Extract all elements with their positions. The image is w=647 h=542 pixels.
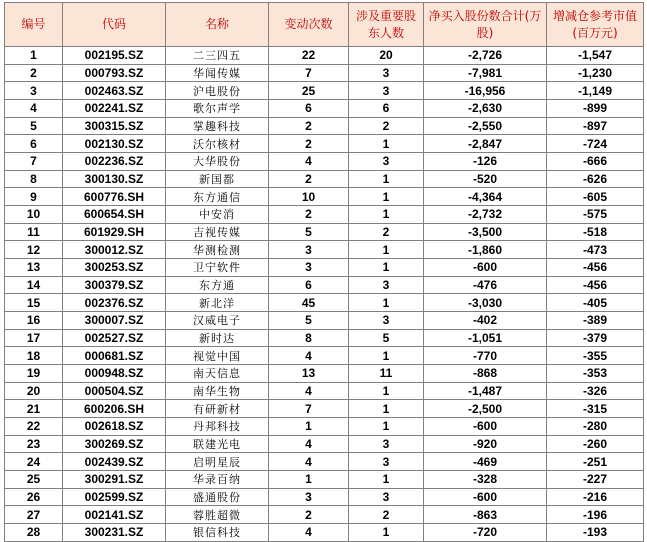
cell-net-buy-shares: -2,732 bbox=[424, 206, 547, 224]
cell-index: 22 bbox=[5, 418, 63, 436]
cell-shareholder-count: 1 bbox=[349, 418, 424, 436]
cell-index: 28 bbox=[5, 524, 63, 542]
cell-index: 26 bbox=[5, 488, 63, 506]
cell-change-count: 7 bbox=[269, 400, 349, 418]
cell-net-buy-shares: -720 bbox=[424, 524, 547, 542]
cell-change-count: 6 bbox=[269, 100, 349, 118]
cell-shareholder-count: 6 bbox=[349, 100, 424, 118]
cell-index: 10 bbox=[5, 206, 63, 224]
cell-shareholder-count: 1 bbox=[349, 188, 424, 206]
cell-market-value: -456 bbox=[547, 259, 644, 277]
cell-market-value: -518 bbox=[547, 223, 644, 241]
cell-index: 23 bbox=[5, 435, 63, 453]
table-row bbox=[5, 488, 644, 506]
table-row bbox=[5, 100, 644, 118]
table-row bbox=[5, 382, 644, 400]
cell-name: 东方通 bbox=[166, 276, 269, 294]
cell-net-buy-shares: -402 bbox=[424, 312, 547, 330]
cell-shareholder-count: 1 bbox=[349, 347, 424, 365]
table-row bbox=[5, 276, 644, 294]
cell-market-value: -724 bbox=[547, 135, 644, 153]
table-row bbox=[5, 241, 644, 259]
cell-change-count: 2 bbox=[269, 206, 349, 224]
cell-net-buy-shares: -1,051 bbox=[424, 329, 547, 347]
cell-index: 24 bbox=[5, 453, 63, 471]
cell-index: 1 bbox=[5, 47, 63, 65]
table-row bbox=[5, 347, 644, 365]
table-row bbox=[5, 453, 644, 471]
cell-market-value: -260 bbox=[547, 435, 644, 453]
table-row bbox=[5, 64, 644, 82]
table-row bbox=[5, 170, 644, 188]
cell-market-value: -405 bbox=[547, 294, 644, 312]
cell-market-value: -379 bbox=[547, 329, 644, 347]
cell-change-count: 25 bbox=[269, 82, 349, 100]
cell-index: 7 bbox=[5, 153, 63, 171]
table-row bbox=[5, 117, 644, 135]
cell-index: 21 bbox=[5, 400, 63, 418]
cell-market-value: -605 bbox=[547, 188, 644, 206]
cell-net-buy-shares: -520 bbox=[424, 170, 547, 188]
cell-change-count: 6 bbox=[269, 276, 349, 294]
table-row bbox=[5, 418, 644, 436]
cell-net-buy-shares: -2,630 bbox=[424, 100, 547, 118]
cell-name: 华测检测 bbox=[166, 241, 269, 259]
cell-index: 19 bbox=[5, 365, 63, 383]
cell-shareholder-count: 3 bbox=[349, 312, 424, 330]
cell-net-buy-shares: -126 bbox=[424, 153, 547, 171]
table-row bbox=[5, 312, 644, 330]
cell-name: 中安消 bbox=[166, 206, 269, 224]
table-row bbox=[5, 47, 644, 65]
cell-shareholder-count: 1 bbox=[349, 294, 424, 312]
cell-market-value: -196 bbox=[547, 506, 644, 524]
cell-change-count: 5 bbox=[269, 223, 349, 241]
cell-code: 000948.SZ bbox=[63, 365, 166, 383]
cell-market-value: -1,547 bbox=[547, 47, 644, 65]
cell-code: 600206.SH bbox=[63, 400, 166, 418]
cell-net-buy-shares: -600 bbox=[424, 418, 547, 436]
cell-code: 002141.SZ bbox=[63, 506, 166, 524]
cell-code: 300007.SZ bbox=[63, 312, 166, 330]
cell-code: 600776.SH bbox=[63, 188, 166, 206]
cell-market-value: -326 bbox=[547, 382, 644, 400]
cell-market-value: -1,230 bbox=[547, 64, 644, 82]
cell-change-count: 3 bbox=[269, 488, 349, 506]
cell-net-buy-shares: -476 bbox=[424, 276, 547, 294]
table-row bbox=[5, 329, 644, 347]
cell-index: 12 bbox=[5, 241, 63, 259]
table-row bbox=[5, 400, 644, 418]
cell-index: 17 bbox=[5, 329, 63, 347]
cell-name: 南天信息 bbox=[166, 365, 269, 383]
cell-shareholder-count: 1 bbox=[349, 471, 424, 489]
cell-code: 002195.SZ bbox=[63, 47, 166, 65]
cell-change-count: 1 bbox=[269, 418, 349, 436]
cell-index: 5 bbox=[5, 117, 63, 135]
cell-shareholder-count: 3 bbox=[349, 453, 424, 471]
cell-change-count: 4 bbox=[269, 435, 349, 453]
cell-shareholder-count: 2 bbox=[349, 117, 424, 135]
header-market-value: 增减仓参考市值(百万元) bbox=[547, 3, 644, 47]
cell-code: 300291.SZ bbox=[63, 471, 166, 489]
table-row bbox=[5, 82, 644, 100]
header-change-count: 变动次数 bbox=[269, 3, 349, 47]
cell-net-buy-shares: -2,550 bbox=[424, 117, 547, 135]
cell-market-value: -193 bbox=[547, 524, 644, 542]
cell-index: 18 bbox=[5, 347, 63, 365]
cell-net-buy-shares: -3,500 bbox=[424, 223, 547, 241]
cell-change-count: 1 bbox=[269, 471, 349, 489]
cell-shareholder-count: 3 bbox=[349, 64, 424, 82]
cell-net-buy-shares: -16,956 bbox=[424, 82, 547, 100]
cell-code: 002130.SZ bbox=[63, 135, 166, 153]
header-net-buy-shares: 净买入股份数合计(万股) bbox=[424, 3, 547, 47]
cell-change-count: 2 bbox=[269, 506, 349, 524]
cell-change-count: 3 bbox=[269, 259, 349, 277]
table-row bbox=[5, 153, 644, 171]
cell-change-count: 8 bbox=[269, 329, 349, 347]
cell-change-count: 13 bbox=[269, 365, 349, 383]
cell-name: 视觉中国 bbox=[166, 347, 269, 365]
header-row bbox=[5, 3, 644, 47]
cell-code: 601929.SH bbox=[63, 223, 166, 241]
cell-net-buy-shares: -600 bbox=[424, 488, 547, 506]
table-row bbox=[5, 206, 644, 224]
cell-code: 002241.SZ bbox=[63, 100, 166, 118]
cell-index: 14 bbox=[5, 276, 63, 294]
cell-shareholder-count: 2 bbox=[349, 506, 424, 524]
cell-code: 002439.SZ bbox=[63, 453, 166, 471]
header-name: 名称 bbox=[166, 3, 269, 47]
cell-shareholder-count: 3 bbox=[349, 82, 424, 100]
cell-net-buy-shares: -469 bbox=[424, 453, 547, 471]
cell-change-count: 7 bbox=[269, 64, 349, 82]
cell-shareholder-count: 20 bbox=[349, 47, 424, 65]
cell-code: 002618.SZ bbox=[63, 418, 166, 436]
cell-name: 南华生物 bbox=[166, 382, 269, 400]
cell-change-count: 4 bbox=[269, 453, 349, 471]
cell-code: 002376.SZ bbox=[63, 294, 166, 312]
cell-net-buy-shares: -770 bbox=[424, 347, 547, 365]
cell-index: 20 bbox=[5, 382, 63, 400]
table-row bbox=[5, 188, 644, 206]
cell-change-count: 4 bbox=[269, 347, 349, 365]
cell-index: 11 bbox=[5, 223, 63, 241]
cell-market-value: -899 bbox=[547, 100, 644, 118]
cell-shareholder-count: 5 bbox=[349, 329, 424, 347]
cell-change-count: 3 bbox=[269, 241, 349, 259]
cell-change-count: 10 bbox=[269, 188, 349, 206]
cell-name: 丹邦科技 bbox=[166, 418, 269, 436]
cell-code: 000504.SZ bbox=[63, 382, 166, 400]
cell-code: 000681.SZ bbox=[63, 347, 166, 365]
cell-shareholder-count: 2 bbox=[349, 223, 424, 241]
table-row bbox=[5, 524, 644, 542]
cell-market-value: -389 bbox=[547, 312, 644, 330]
cell-index: 3 bbox=[5, 82, 63, 100]
cell-change-count: 2 bbox=[269, 135, 349, 153]
cell-name: 二三四五 bbox=[166, 47, 269, 65]
cell-name: 沪电股份 bbox=[166, 82, 269, 100]
cell-market-value: -575 bbox=[547, 206, 644, 224]
cell-code: 000793.SZ bbox=[63, 64, 166, 82]
cell-net-buy-shares: -863 bbox=[424, 506, 547, 524]
cell-name: 银信科技 bbox=[166, 524, 269, 542]
cell-shareholder-count: 1 bbox=[349, 241, 424, 259]
cell-market-value: -227 bbox=[547, 471, 644, 489]
cell-market-value: -315 bbox=[547, 400, 644, 418]
cell-shareholder-count: 1 bbox=[349, 400, 424, 418]
table-row bbox=[5, 259, 644, 277]
cell-code: 600654.SH bbox=[63, 206, 166, 224]
cell-name: 启明星辰 bbox=[166, 453, 269, 471]
cell-name: 大华股份 bbox=[166, 153, 269, 171]
cell-index: 25 bbox=[5, 471, 63, 489]
cell-change-count: 4 bbox=[269, 382, 349, 400]
cell-code: 300231.SZ bbox=[63, 524, 166, 542]
cell-code: 300012.SZ bbox=[63, 241, 166, 259]
cell-market-value: -1,149 bbox=[547, 82, 644, 100]
cell-name: 联建光电 bbox=[166, 435, 269, 453]
cell-name: 卫宁软件 bbox=[166, 259, 269, 277]
cell-name: 歌尔声学 bbox=[166, 100, 269, 118]
cell-shareholder-count: 3 bbox=[349, 276, 424, 294]
shareholder-change-table bbox=[4, 2, 644, 542]
cell-market-value: -473 bbox=[547, 241, 644, 259]
cell-name: 盛通股份 bbox=[166, 488, 269, 506]
cell-code: 300253.SZ bbox=[63, 259, 166, 277]
cell-shareholder-count: 1 bbox=[349, 135, 424, 153]
cell-code: 300130.SZ bbox=[63, 170, 166, 188]
cell-net-buy-shares: -328 bbox=[424, 471, 547, 489]
cell-name: 吉视传媒 bbox=[166, 223, 269, 241]
cell-change-count: 5 bbox=[269, 312, 349, 330]
cell-net-buy-shares: -7,981 bbox=[424, 64, 547, 82]
cell-net-buy-shares: -600 bbox=[424, 259, 547, 277]
cell-name: 东方通信 bbox=[166, 188, 269, 206]
cell-name: 新国都 bbox=[166, 170, 269, 188]
cell-change-count: 2 bbox=[269, 117, 349, 135]
cell-shareholder-count: 1 bbox=[349, 259, 424, 277]
cell-code: 300315.SZ bbox=[63, 117, 166, 135]
header-shareholder-count: 涉及重要股东人数 bbox=[349, 3, 424, 47]
cell-name: 沃尔核材 bbox=[166, 135, 269, 153]
cell-index: 27 bbox=[5, 506, 63, 524]
cell-index: 2 bbox=[5, 64, 63, 82]
cell-shareholder-count: 1 bbox=[349, 206, 424, 224]
cell-shareholder-count: 1 bbox=[349, 170, 424, 188]
cell-name: 新北洋 bbox=[166, 294, 269, 312]
cell-market-value: -626 bbox=[547, 170, 644, 188]
cell-code: 300269.SZ bbox=[63, 435, 166, 453]
table-row bbox=[5, 435, 644, 453]
cell-name: 华录百纳 bbox=[166, 471, 269, 489]
cell-name: 汉威电子 bbox=[166, 312, 269, 330]
cell-index: 9 bbox=[5, 188, 63, 206]
cell-market-value: -280 bbox=[547, 418, 644, 436]
cell-market-value: -353 bbox=[547, 365, 644, 383]
table-body bbox=[5, 47, 644, 542]
cell-name: 掌趣科技 bbox=[166, 117, 269, 135]
cell-net-buy-shares: -3,030 bbox=[424, 294, 547, 312]
table-row bbox=[5, 365, 644, 383]
cell-shareholder-count: 1 bbox=[349, 524, 424, 542]
table-row bbox=[5, 471, 644, 489]
cell-change-count: 4 bbox=[269, 524, 349, 542]
cell-shareholder-count: 11 bbox=[349, 365, 424, 383]
cell-change-count: 2 bbox=[269, 170, 349, 188]
header-code: 代码 bbox=[63, 3, 166, 47]
header-index: 编号 bbox=[5, 3, 63, 47]
cell-net-buy-shares: -920 bbox=[424, 435, 547, 453]
cell-shareholder-count: 3 bbox=[349, 435, 424, 453]
table-row bbox=[5, 506, 644, 524]
cell-index: 13 bbox=[5, 259, 63, 277]
cell-change-count: 45 bbox=[269, 294, 349, 312]
cell-code: 300379.SZ bbox=[63, 276, 166, 294]
cell-net-buy-shares: -2,847 bbox=[424, 135, 547, 153]
cell-net-buy-shares: -868 bbox=[424, 365, 547, 383]
cell-index: 4 bbox=[5, 100, 63, 118]
cell-market-value: -456 bbox=[547, 276, 644, 294]
cell-net-buy-shares: -1,487 bbox=[424, 382, 547, 400]
cell-net-buy-shares: -2,500 bbox=[424, 400, 547, 418]
cell-name: 华闻传媒 bbox=[166, 64, 269, 82]
cell-name: 新时达 bbox=[166, 329, 269, 347]
cell-code: 002463.SZ bbox=[63, 82, 166, 100]
cell-shareholder-count: 3 bbox=[349, 488, 424, 506]
cell-market-value: -251 bbox=[547, 453, 644, 471]
cell-change-count: 22 bbox=[269, 47, 349, 65]
cell-net-buy-shares: -2,726 bbox=[424, 47, 547, 65]
cell-code: 002599.SZ bbox=[63, 488, 166, 506]
cell-index: 16 bbox=[5, 312, 63, 330]
cell-market-value: -666 bbox=[547, 153, 644, 171]
cell-code: 002527.SZ bbox=[63, 329, 166, 347]
cell-code: 002236.SZ bbox=[63, 153, 166, 171]
table-row bbox=[5, 223, 644, 241]
cell-net-buy-shares: -1,860 bbox=[424, 241, 547, 259]
cell-change-count: 4 bbox=[269, 153, 349, 171]
cell-index: 6 bbox=[5, 135, 63, 153]
cell-index: 8 bbox=[5, 170, 63, 188]
cell-shareholder-count: 3 bbox=[349, 153, 424, 171]
table-row bbox=[5, 135, 644, 153]
cell-market-value: -355 bbox=[547, 347, 644, 365]
cell-market-value: -897 bbox=[547, 117, 644, 135]
cell-net-buy-shares: -4,364 bbox=[424, 188, 547, 206]
table-row bbox=[5, 294, 644, 312]
cell-shareholder-count: 1 bbox=[349, 382, 424, 400]
cell-name: 有研新材 bbox=[166, 400, 269, 418]
cell-index: 15 bbox=[5, 294, 63, 312]
cell-market-value: -216 bbox=[547, 488, 644, 506]
cell-name: 蓉胜超微 bbox=[166, 506, 269, 524]
